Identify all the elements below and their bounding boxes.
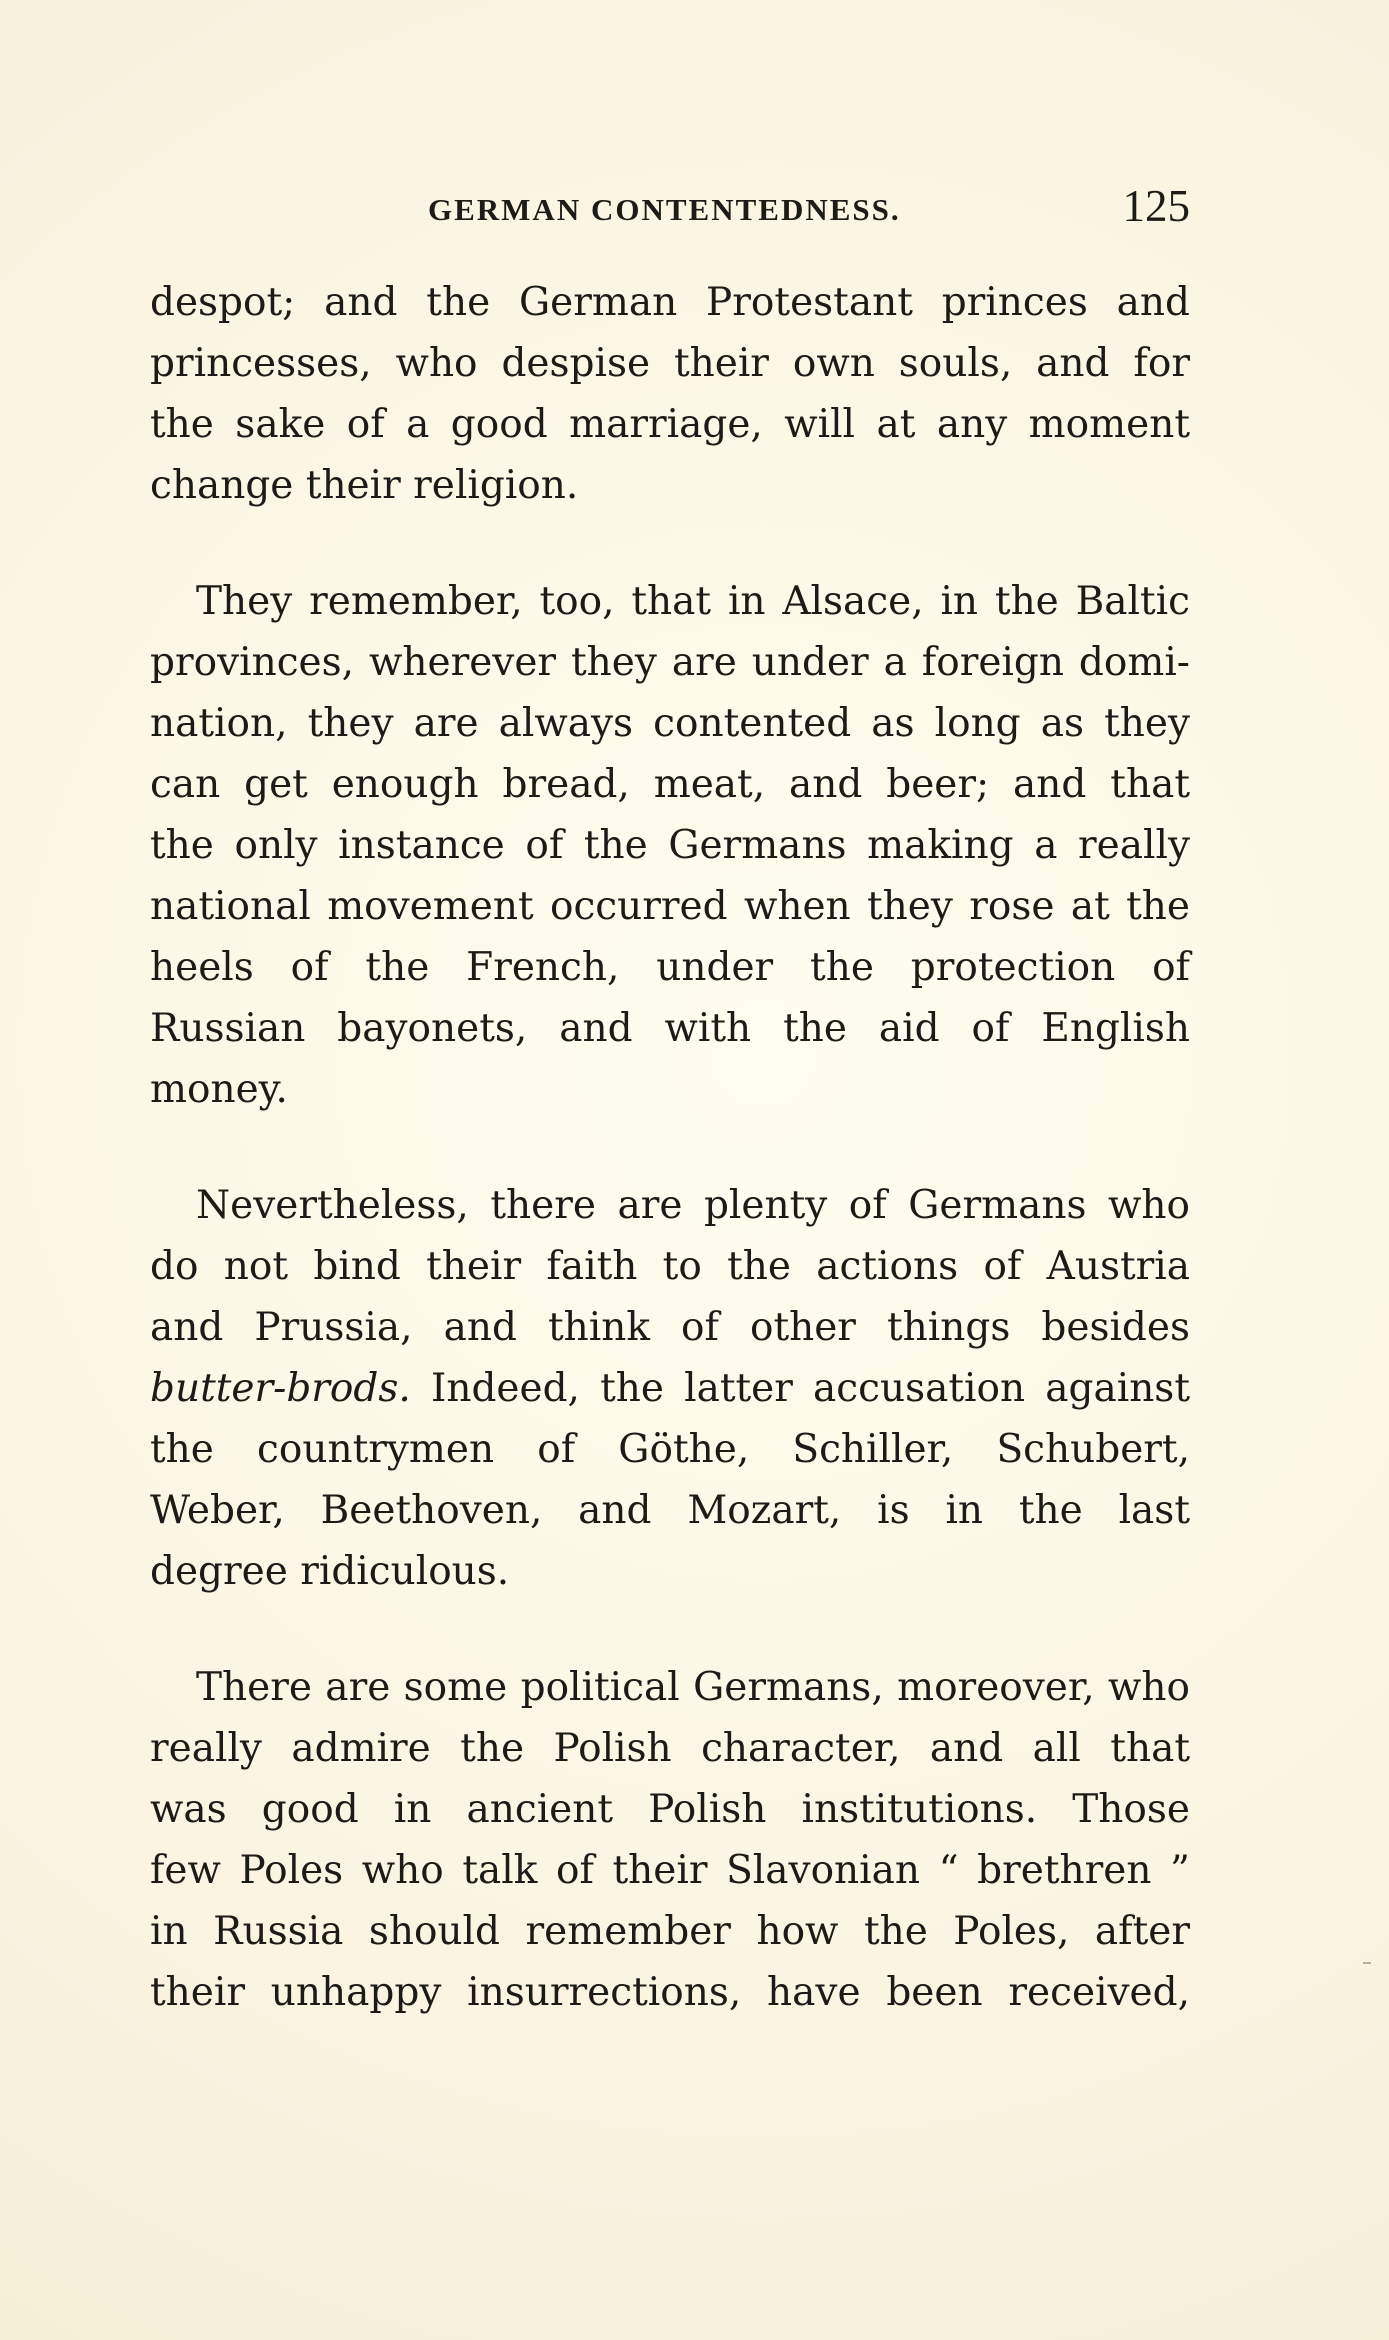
text-line: national movement occurred when they rose at the	[150, 884, 1190, 929]
paragraph	[150, 1657, 1190, 2023]
text-line: despot; and the German Protestant princes and	[150, 280, 1190, 325]
text-line-with-italic	[150, 1358, 1190, 1419]
text-line: princesses, who despise their own souls, and for	[150, 341, 1190, 386]
italic-phrase: butter-brods.	[150, 1366, 411, 1411]
text-line: money.	[150, 1067, 288, 1112]
text-line: provinces, wherever they are under a foreign domi-	[150, 640, 1190, 685]
text-line: degree ridiculous.	[150, 1549, 510, 1594]
text-line: the only instance of the Germans making a really	[150, 823, 1190, 868]
text-line: do not bind their faith to the actions of Austria	[150, 1244, 1190, 1289]
text-line: was good in ancient Polish institutions. Those	[150, 1787, 1190, 1832]
page-number: 125	[1122, 181, 1190, 231]
page-header	[150, 180, 1190, 240]
paragraph	[150, 571, 1190, 1120]
paragraph-gap	[150, 1602, 1190, 1657]
text-line: There are some political Germans, moreover, who	[196, 1665, 1190, 1710]
text-line: really admire the Polish character, and all that	[150, 1726, 1190, 1771]
text-line: Russian bayonets, and with the aid of English	[150, 1006, 1190, 1051]
text-line: and Prussia, and think of other things besides	[150, 1305, 1190, 1350]
running-head: GERMAN CONTENTEDNESS.	[428, 192, 901, 227]
text-line: heels of the French, under the protection of	[150, 945, 1190, 990]
text-line: in Russia should remember how the Poles, after	[150, 1909, 1190, 1954]
text-line: the sake of a good marriage, will at any moment	[150, 402, 1190, 447]
paragraph	[150, 1175, 1190, 1602]
text-line: few Poles who talk of their Slavonian “ brethren ”	[150, 1848, 1190, 1893]
paragraph-gap	[150, 1120, 1190, 1175]
text-line: Weber, Beethoven, and Mozart, is in the last	[150, 1488, 1190, 1533]
line-rest: Indeed, the latter accusation against	[410, 1366, 1190, 1411]
text-line: their unhappy insurrections, have been received,	[150, 1970, 1190, 2015]
text-line: can get enough bread, meat, and beer; and that	[150, 762, 1190, 807]
text-line: the countrymen of Göthe, Schiller, Schubert,	[150, 1427, 1190, 1472]
margin-mark	[1363, 1962, 1371, 1964]
paragraph-gap	[150, 516, 1190, 571]
text-line: nation, they are always contented as long as they	[150, 701, 1190, 746]
text-line: change their religion.	[150, 463, 579, 508]
body-text	[150, 272, 1190, 2023]
paragraph	[150, 272, 1190, 516]
text-line: They remember, too, that in Alsace, in the Baltic	[196, 579, 1190, 624]
text-line: Nevertheless, there are plenty of Germans who	[196, 1183, 1190, 1228]
